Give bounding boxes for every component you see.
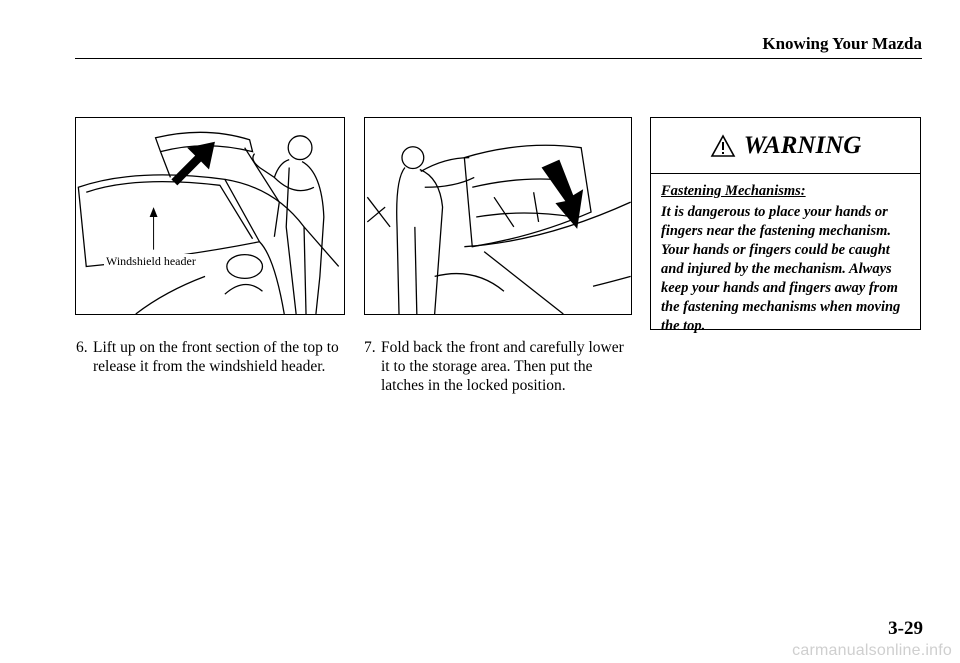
warning-box [650, 117, 921, 334]
header-rule [75, 58, 922, 59]
step-6 [76, 338, 341, 376]
lift-top-drawing [76, 118, 344, 314]
page-number: 3-29 [888, 618, 923, 639]
step-number: 7. [364, 339, 376, 356]
step-text: Fold back the front and carefully lower it to the storage area. Then put the latches in the locked position. [381, 339, 624, 394]
warning-subtitle: Fastening Mechanisms: [661, 183, 806, 199]
watermark: carmanualsonline.info [792, 642, 952, 659]
illustration-fold-top [364, 117, 632, 315]
illustration-lift-top [75, 117, 345, 315]
warning-body [651, 174, 920, 336]
page-header-title: Knowing Your Mazda [762, 34, 922, 53]
windshield-header-label: Windshield header [106, 254, 196, 268]
warning-triangle-icon [710, 134, 736, 158]
warning-text: It is dangerous to place your hands or fingers near the fastening mechanism. Your hands or fingers could be caught and injured by the mechanism. Always keep your hands and fingers away from the fastening mechanisms when moving the top. [661, 204, 901, 334]
step-number: 6. [76, 339, 88, 356]
step-text: Lift up on the front section of the top to release it from the windshield header. [93, 339, 339, 375]
step-7 [364, 338, 629, 395]
warning-header [651, 118, 920, 174]
warning-title: WARNING [743, 131, 862, 159]
fold-top-drawing [365, 118, 631, 314]
